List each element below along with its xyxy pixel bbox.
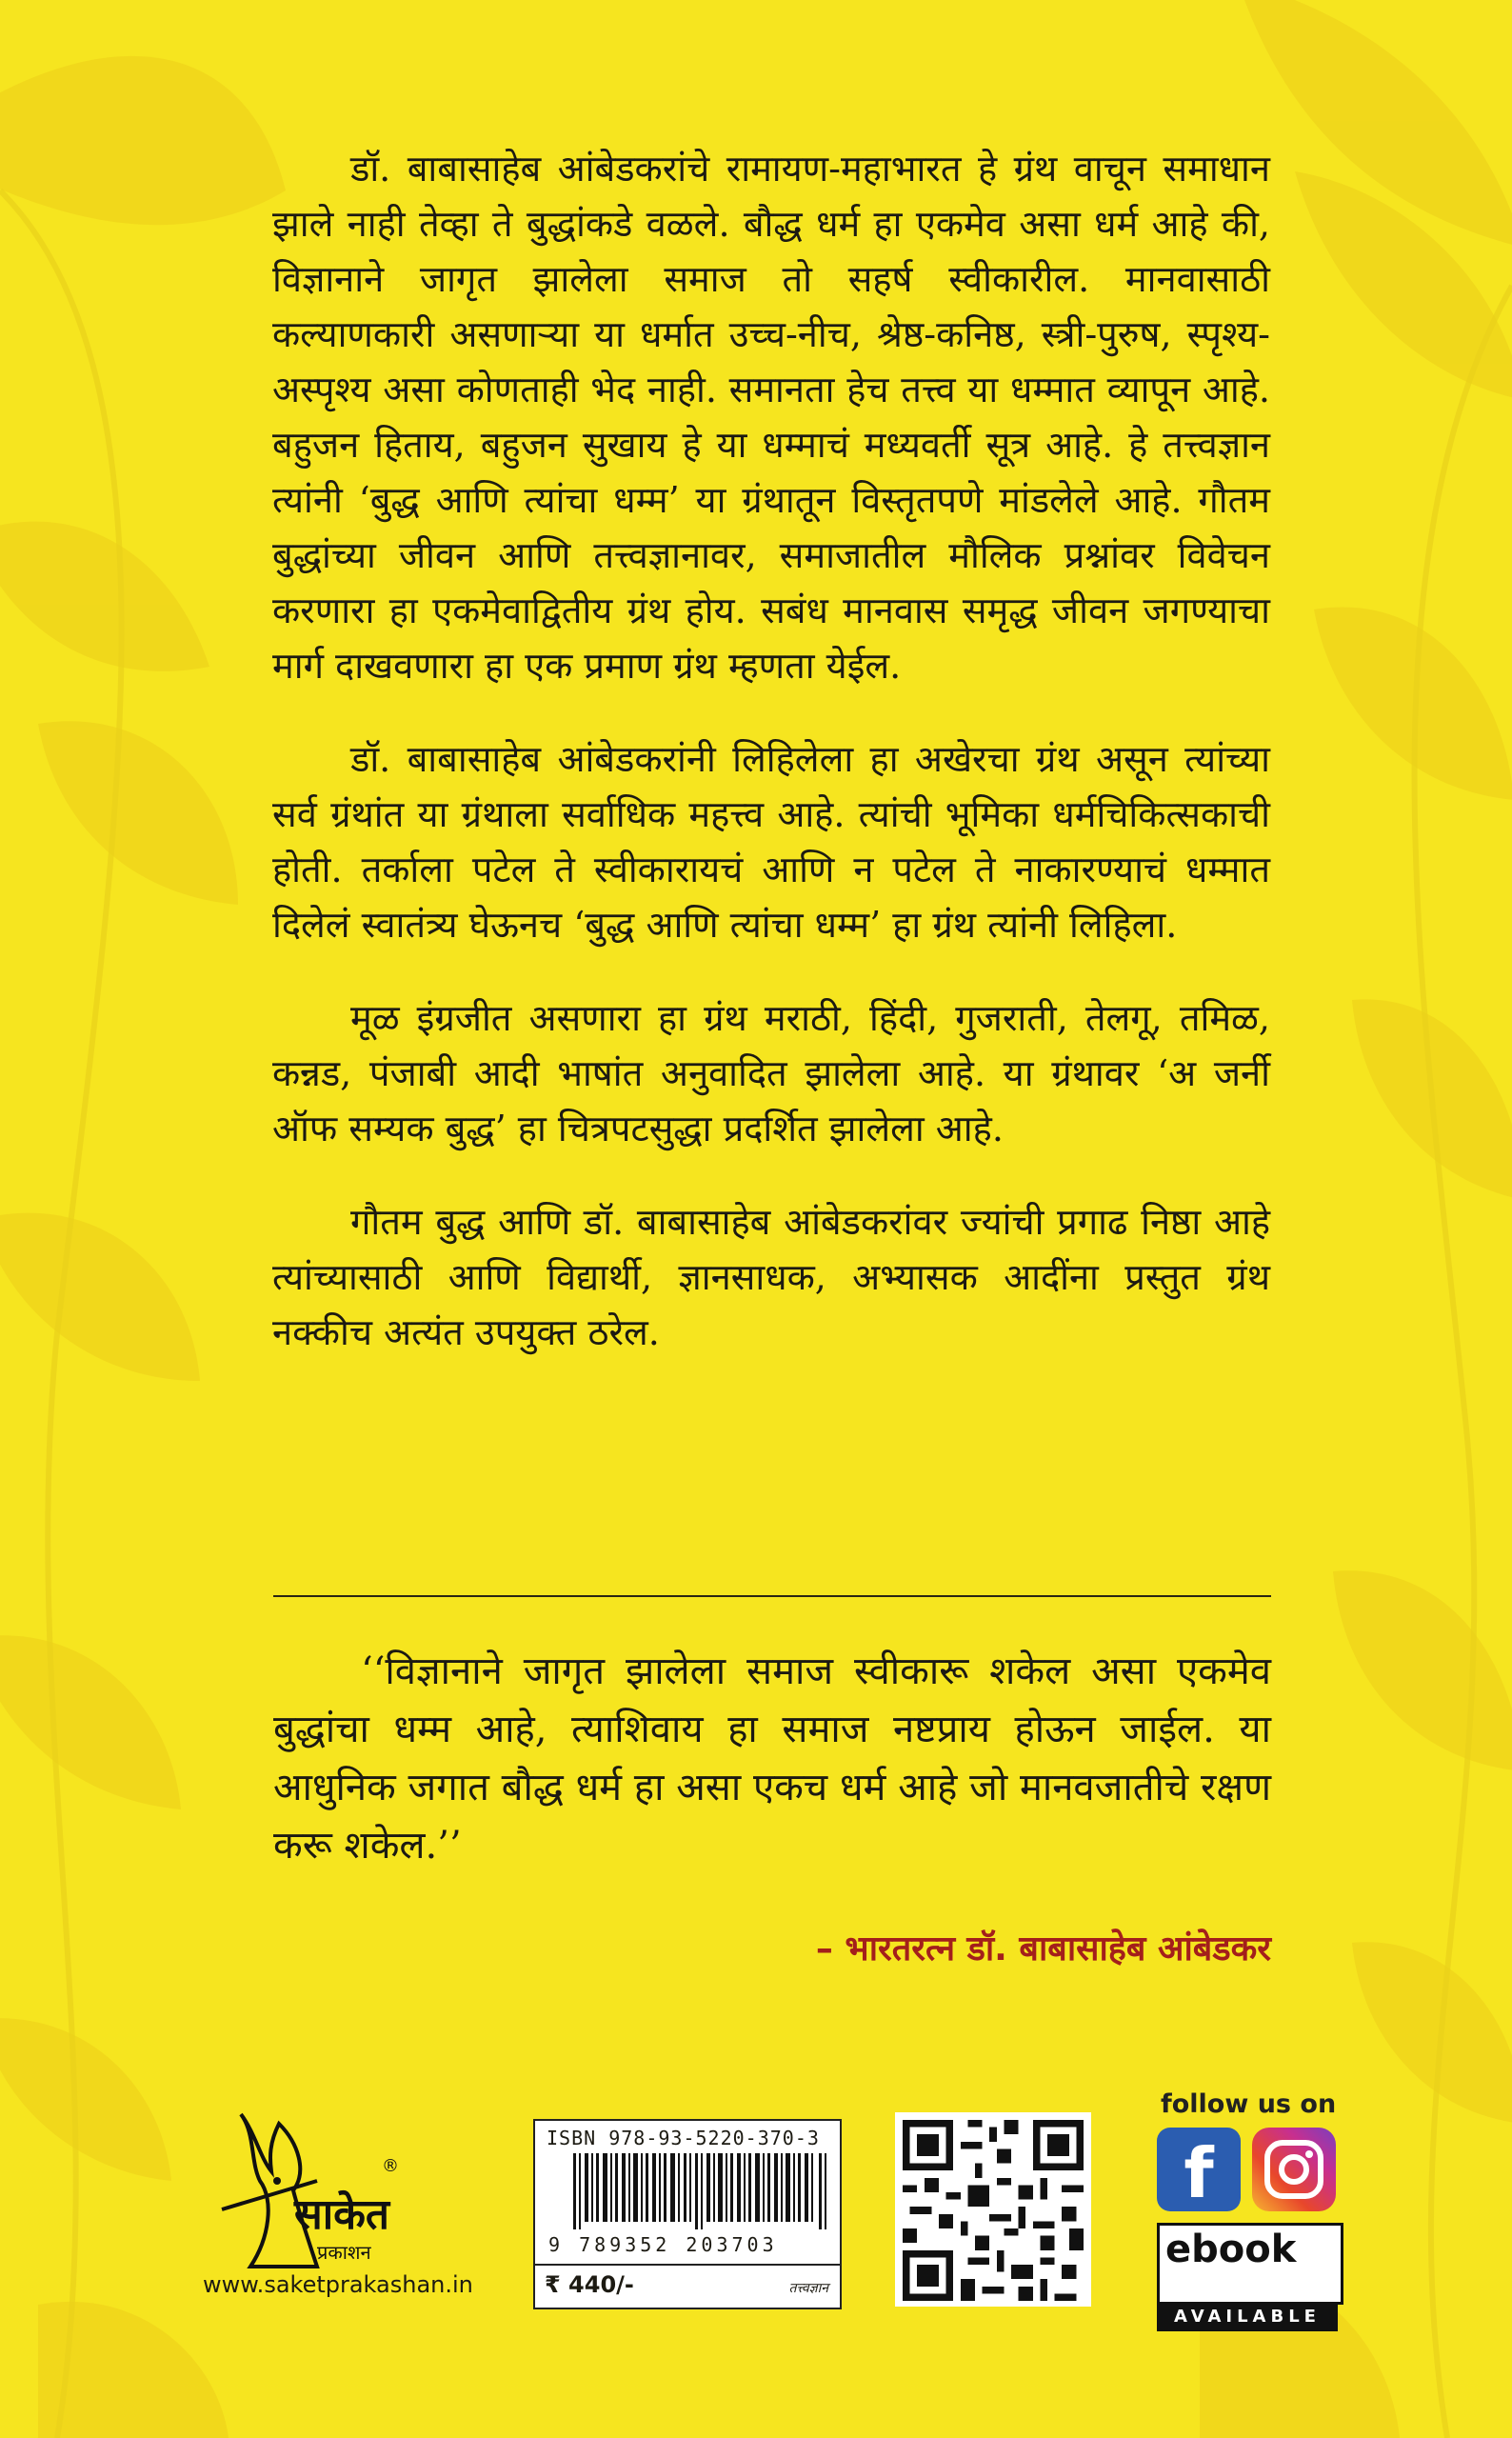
- divider: [273, 1595, 1271, 1597]
- publisher-logo: [203, 2105, 403, 2276]
- category-label: तत्त्वज्ञान: [788, 2281, 828, 2296]
- description: [272, 141, 1270, 1398]
- isbn-barcode-box: [533, 2119, 842, 2309]
- ebook-label: ebook: [1165, 2228, 1297, 2271]
- facebook-glyph: f: [1184, 2133, 1214, 2213]
- ebook-badge[interactable]: [1157, 2223, 1343, 2305]
- qr-code-icon: [903, 2120, 1084, 2301]
- qr-code[interactable]: [895, 2112, 1091, 2307]
- publisher-subname: प्रकाशन: [317, 2241, 371, 2264]
- registered-mark: ®: [382, 2156, 399, 2176]
- available-label: AVAILABLE: [1157, 2303, 1338, 2331]
- paragraph-1: डॉ. बाबासाहेब आंबेडकरांचे रामायण-महाभारत हे ग्रंथ वाचून समाधान झाले नाही तेव्हा ते बुद्धांकडे वळले. बौद्ध धर्म हा एकमेव असा धर्म आहे की, विज्ञानाने जागृत झालेला समाज तो सहर्ष स्वीकारील. मानवासाठी कल्याणकारी असणाऱ्या या धर्मात उच्च-नीच, श्रेष्ठ-कनिष्ठ, स्त्री-पुरुष, स्पृश्य-अस्पृश्य असा कोणताही भेद नाही. समानता हेच तत्त्व या धम्मात व्यापून आहे. बहुजन हिताय, बहुजन सुखाय हे या धम्माचं मध्यवर्ती सूत्र आहे. हे तत्त्वज्ञान त्यांनी ‘बुद्ध आणि त्यांचा धम्म’ या ग्रंथातून विस्तृतपणे मांडलेले आहे. गौतम बुद्धांच्या जीवन आणि तत्त्वज्ञानावर, समाजातील मौलिक प्रश्नांवर विवेचन करणारा हा एकमेवाद्वितीय ग्रंथ होय. सबंध मानवास समृद्ध जीवन जगण्याचा मार्ग दाखवणारा हा एक प्रमाण ग्रंथ म्हणता येईल.: [272, 148, 1270, 687]
- quote: ‘‘विज्ञानाने जागृत झालेला समाज स्वीकारू शकेल असा एकमेव बुद्धांचा धम्म आहे, त्याशिवाय हा समाज नष्टप्राय होऊन जाईल. या आधुनिक जगात बौद्ध धर्म हा असा एकच धर्म आहे जो मानवजातीचे रक्षण करू शकेल.’’: [273, 1649, 1271, 1868]
- price-row: [535, 2264, 840, 2309]
- instagram-icon[interactable]: [1252, 2128, 1336, 2211]
- barcode-number: 9 789352 203703: [548, 2233, 778, 2256]
- follow-us-label: follow us on: [1161, 2089, 1337, 2119]
- isbn-label: ISBN 978-93-5220-370-3: [547, 2127, 820, 2149]
- facebook-icon[interactable]: [1157, 2128, 1241, 2211]
- publisher-name: साकेत: [294, 2190, 390, 2239]
- paragraph-3: मूळ इंग्रजीत असणारा हा ग्रंथ मराठी, हिंदी, गुजराती, तेलगू, तमिळ, कन्नड, पंजाबी आदी भाषांत अनुवादित झालेला आहे. या ग्रंथावर ‘अ जर्नी ऑफ सम्यक बुद्ध’ हा चित्रपटसुद्धा प्रदर्शित झालेला आहे.: [272, 997, 1270, 1149]
- quote-attribution: – भारतरत्न डॉ. बाबासाहेब आंबेडकर: [815, 1929, 1271, 1968]
- rabbit-logo-icon: [203, 2105, 403, 2276]
- paragraph-4: गौतम बुद्ध आणि डॉ. बाबासाहेब आंबेडकरांवर ज्यांची प्रगाढ निष्ठा आहे त्यांच्यासाठी आणि विद्यार्थी, ज्ञानसाधक, अभ्यासक आदींना प्रस्तुत ग्रंथ नक्कीच अत्यंत उपयुक्त ठरेल.: [272, 1201, 1270, 1353]
- paragraph-2: डॉ. बाबासाहेब आंबेडकरांनी लिहिलेला हा अखेरचा ग्रंथ असून त्यांच्या सर्व ग्रंथांत या ग्रंथाला सर्वाधिक महत्त्व आहे. त्यांची भूमिका धर्मचिकित्सकाची होती. तर्काला पटेल ते स्वीकारायचं आणि न पटेल ते नाकारण्याचं धम्मात दिलेलं स्वातंत्र्य घेऊनच ‘बुद्ध आणि त्यांचा धम्म’ हा ग्रंथ त्यांनी लिहिला.: [272, 738, 1270, 946]
- publisher-url[interactable]: www.saketprakashan.in: [203, 2271, 473, 2298]
- barcode-icon: [573, 2153, 828, 2229]
- price: ₹ 440/-: [545, 2271, 634, 2298]
